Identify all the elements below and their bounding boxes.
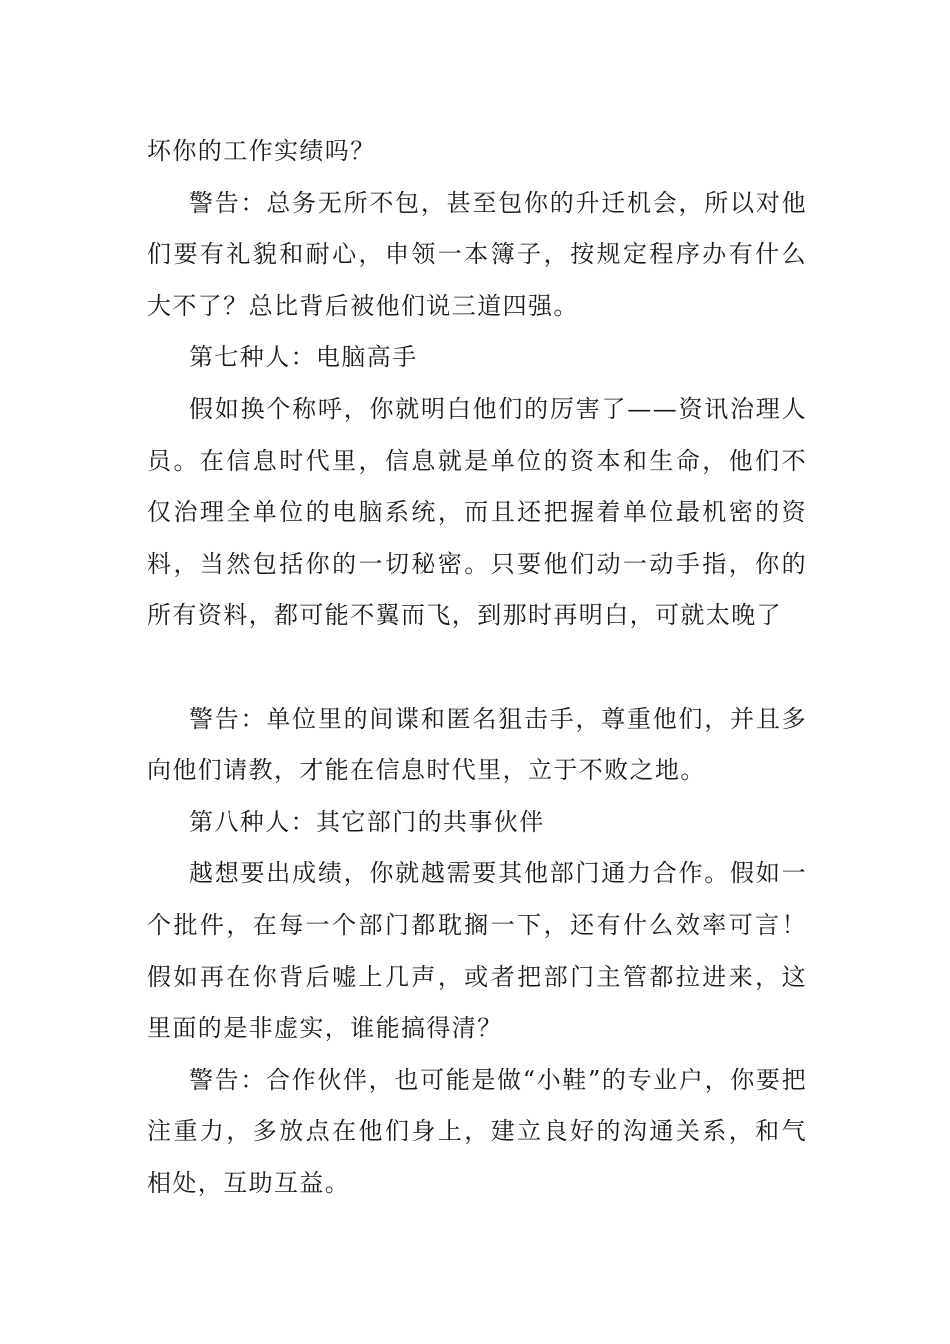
paragraph-warning-general-affairs: 警告：总务无所不包，甚至包你的升迁机会，所以对他们要有礼貌和耐心，申领一本簿子，按规定程序办有什么大不了？总比背后被他们说三道四强。 [147, 188, 807, 320]
body-text [147, 126, 807, 1209]
paragraph-continuation: 坏你的工作实绩吗？ [147, 137, 376, 165]
paragraph-warning-computer-expert: 警告：单位里的间谍和匿名狙击手，尊重他们，并且多向他们请教，才能在信息时代里，立于不败之地。 [147, 704, 807, 785]
paragraph-computer-expert: 假如换个称呼，你就明白他们的厉害了——资讯治理人员。在信息时代里，信息就是单位的资本和生命，他们不仅治理全单位的电脑系统，而且还把握着单位最机密的资料，当然包括你的一切秘密。只要他们动一动手指，你的所有资料，都可能不翼而飞，到那时再明白，可就太晚了 [147, 394, 807, 630]
blank-line [147, 642, 807, 694]
paragraph-warning-partners: 警告：合作伙伴，也可能是做“小鞋”的专业户，你要把注重力，多放点在他们身上，建立良好的沟通关系，和气相处，互助互益。 [147, 1065, 807, 1197]
heading-seventh-type: 第七种人：电脑高手 [189, 343, 418, 372]
heading-eighth-type: 第八种人：其它部门的共事伙伴 [189, 807, 545, 836]
paragraph-other-departments: 越想要出成绩，你就越需要其他部门通力合作。假如一个批件，在每一个部门都耽搁一下，还有什么效率可言！假如再在你背后嘘上几声，或者把部门主管都拉进来，这里面的是非虚实，谁能搞得清？ [147, 859, 807, 1043]
